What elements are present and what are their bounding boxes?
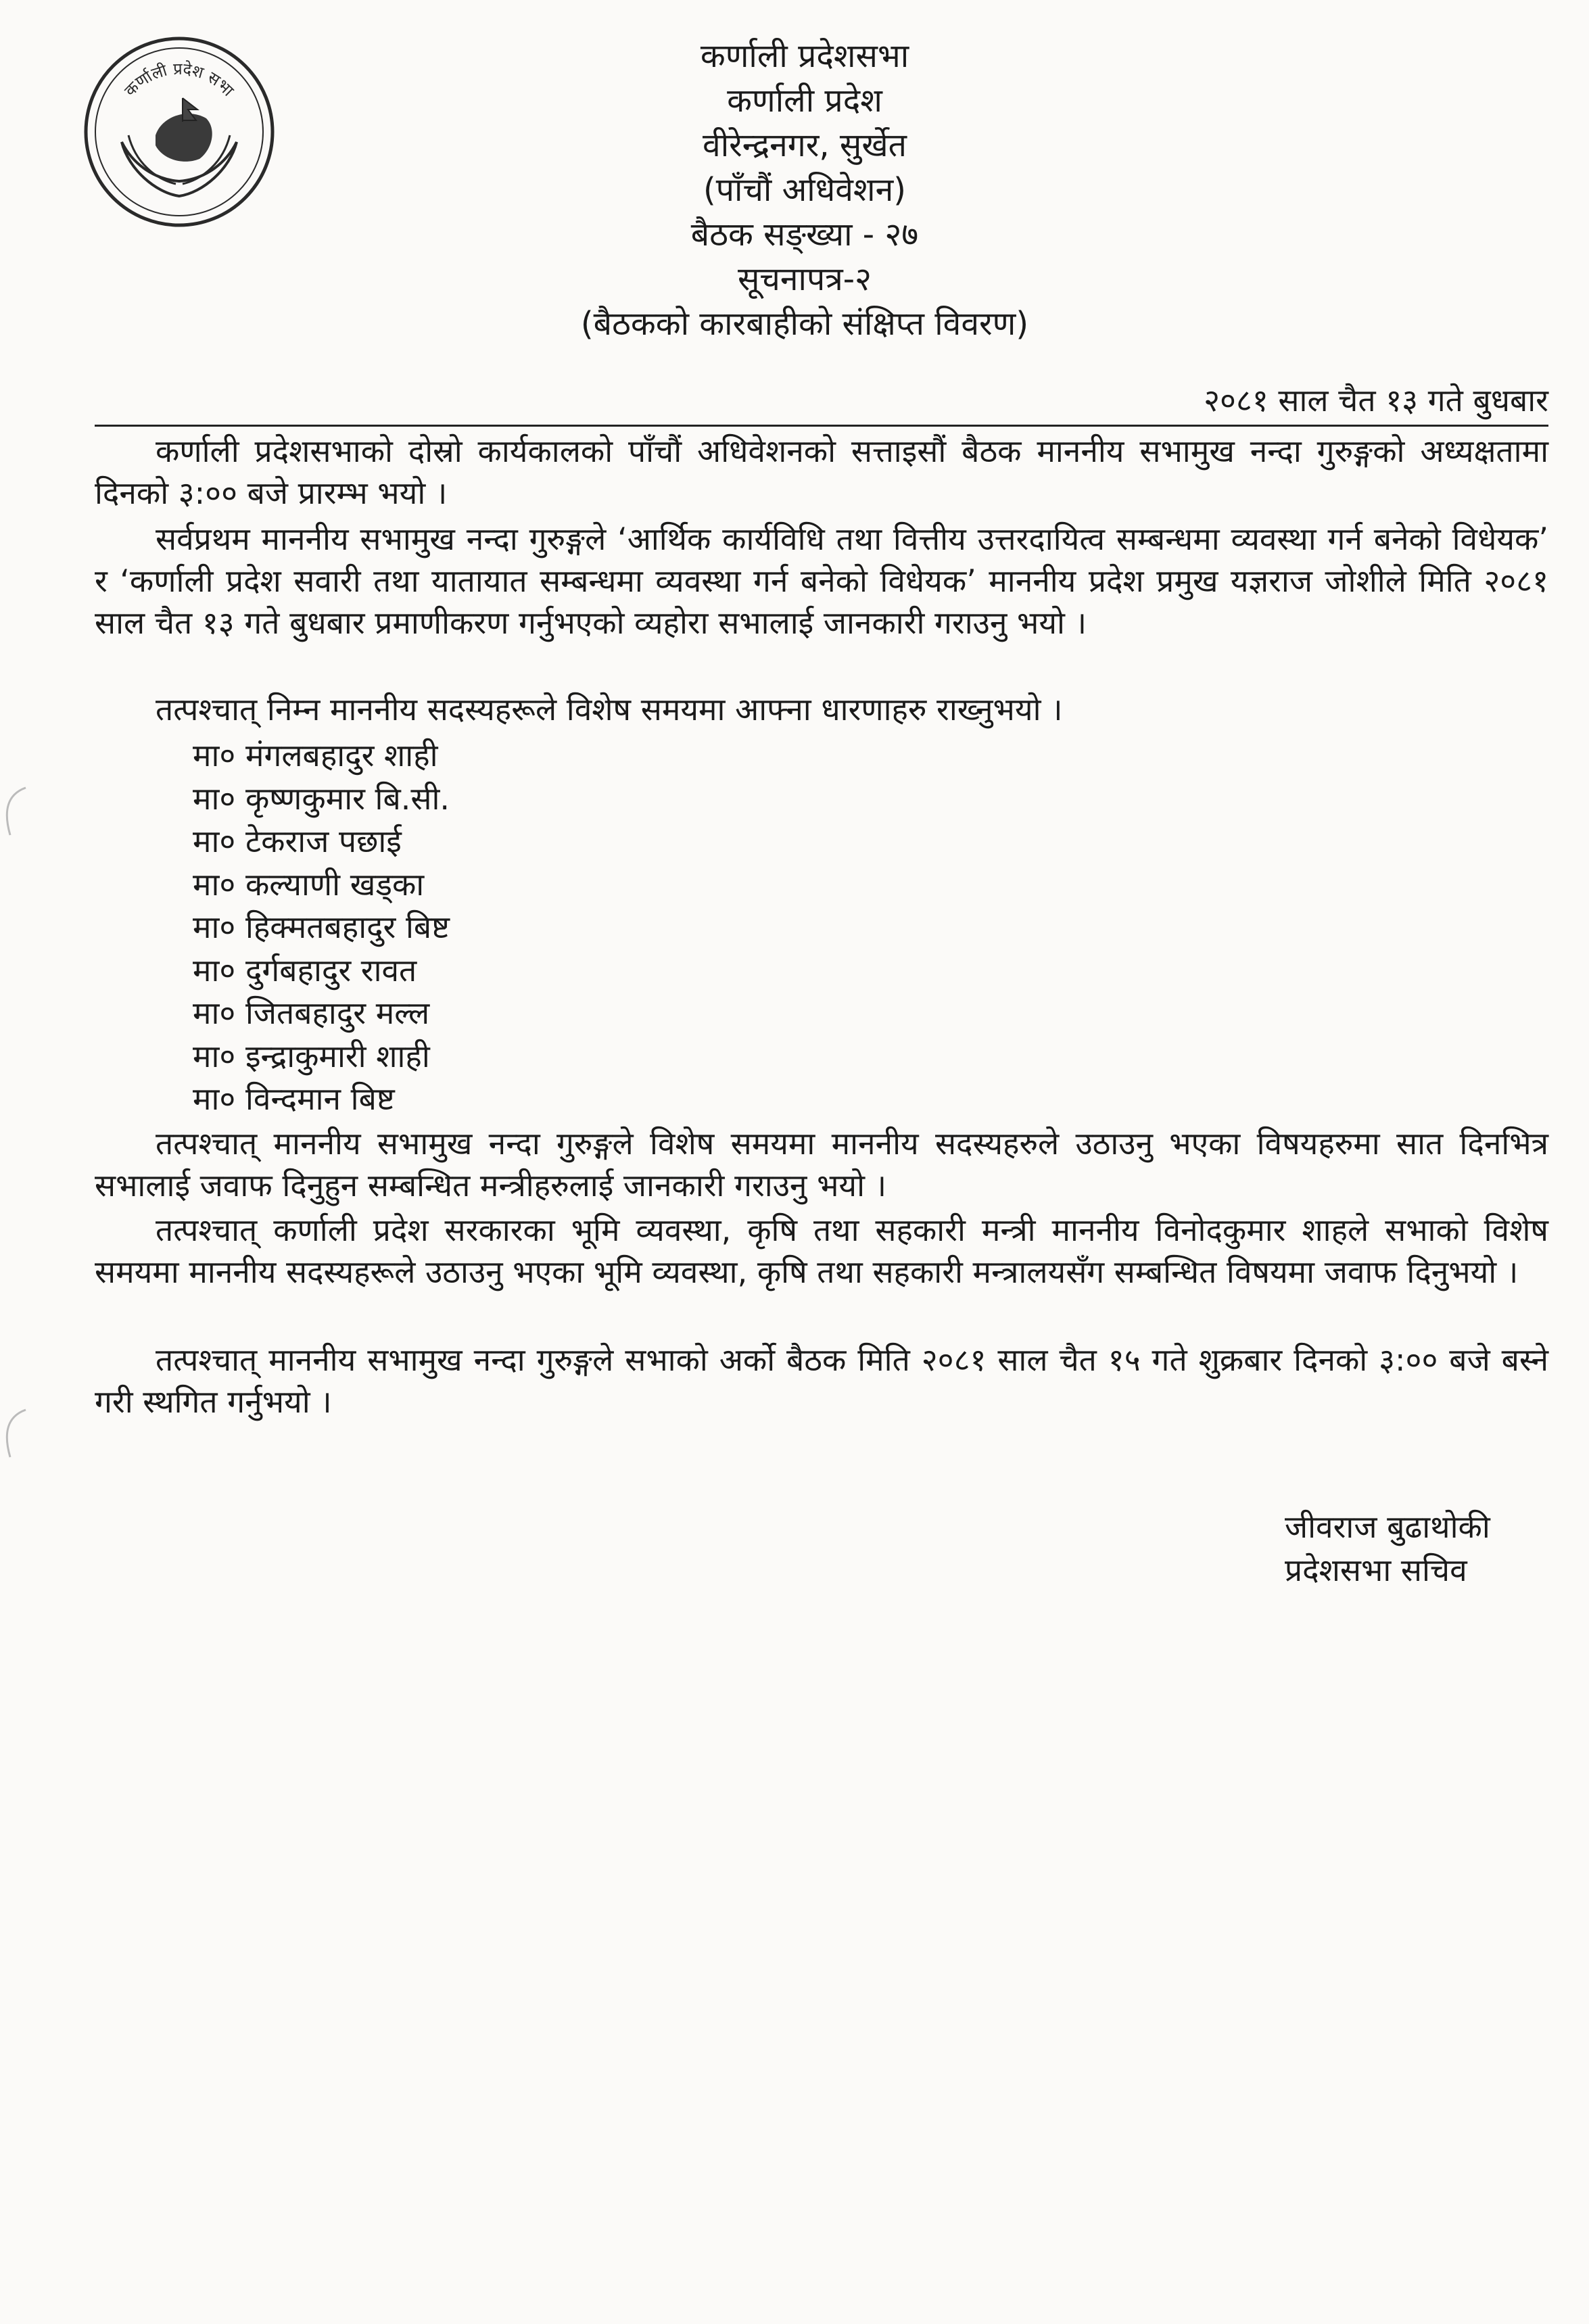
paragraph-opening: कर्णाली प्रदेशसभाको दोस्रो कार्यकालको पाँचौं अधिवेशनको सत्ताइसौं बैठक माननीय सभामुख नन्दा गुरुङ्गको अध्यक्षतामा दिनको ३:०० बजे प्रारम्भ भयो । <box>95 433 1548 511</box>
punch-hole-mark <box>0 1406 27 1461</box>
paragraph-bill-certification: सर्वप्रथम माननीय सभामुख नन्दा गुरुङ्गले ‘आर्थिक कार्यविधि तथा वित्तीय उत्तरदायित्व सम्बन्धमा व्यवस्था गर्न बनेको विधेयक’ र ‘कर्णाली प्रदेश सवारी तथा यातायात सम्बन्धमा व्यवस्था गर्न बनेको विधेयक’ माननीय प्रदेश प्रमुख यज्ञराज जोशीले मिति २०८१ साल चैत १३ गते बुधबार प्रमाणीकरण गर्नुभएको व्यहोरा सभालाई जानकारी गराउनु भयो । <box>95 521 1548 641</box>
punch-hole-mark <box>0 784 27 838</box>
list-item: मा० टेकराज पछाई <box>193 823 402 859</box>
list-item: मा० जितबहादुर मल्ल <box>193 995 430 1031</box>
list-item: मा० विन्दमान बिष्ट <box>193 1081 395 1117</box>
paragraph-minister-reply: तत्पश्चात् कर्णाली प्रदेश सरकारका भूमि व्यवस्था, कृषि तथा सहकारी मन्त्री माननीय विनोदकुमार शाहले सभाको विशेष समयमा माननीय सदस्यहरूले उठाउनु भएका भूमि व्यवस्था, कृषि तथा सहकारी मन्त्रालयसँग सम्बन्धित विषयमा जवाफ दिनुभयो । <box>95 1212 1548 1290</box>
assembly-name: कर्णाली प्रदेशसभा <box>700 37 909 75</box>
bulletin-number: सूचनापत्र-२ <box>737 260 872 298</box>
list-item: मा० हिक्मतबहादुर बिष्ट <box>193 909 450 945</box>
list-item: मा० कृष्णकुमार बि.सी. <box>193 780 450 817</box>
session: (पाँचौं अधिवेशन) <box>703 171 906 209</box>
list-item: मा० दुर्गबहादुर रावत <box>193 951 417 989</box>
list-item: मा० मंगलबहादुर शाही <box>193 737 438 774</box>
signatory-name: जीवराज बुढाथोकी <box>1285 1509 1490 1545</box>
list-item: मा० इन्द्राकुमारी शाही <box>193 1037 430 1074</box>
province-name: कर्णाली प्रदेश <box>727 82 882 120</box>
signatory-title: प्रदेशसभा सचिव <box>1285 1552 1467 1588</box>
speaker-list <box>193 734 450 1121</box>
paragraph-ministers-notice: तत्पश्चात् माननीय सभामुख नन्दा गुरुङ्गले विशेष समयमा माननीय सदस्यहरुले उठाउनु भएका विषयहरुमा सात दिनभित्र सभालाई जवाफ दिनुहुन सम्बन्धित मन्त्रीहरुलाई जानकारी गराउनु भयो । <box>95 1125 1548 1204</box>
meeting-number: बैठक सङ्ख्या - २७ <box>690 216 919 254</box>
paragraph-special-time: तत्पश्चात् निम्न माननीय सदस्यहरूले विशेष समयमा आफ्ना धारणाहरु राख्नुभयो । <box>156 691 1063 728</box>
document-subtitle: (बैठकको कारबाहीको संक्षिप्त विवरण) <box>580 305 1029 343</box>
document-date: २०८१ साल चैत १३ गते बुधबार <box>95 379 1548 427</box>
paragraph-adjournment: तत्पश्चात् माननीय सभामुख नन्दा गुरुङ्गले सभाको अर्को बैठक मिति २०८१ साल चैत १५ गते शुक्रबार दिनको ३:०० बजे बस्ने गरी स्थगित गर्नुभयो । <box>95 1342 1548 1420</box>
svg-text:कर्णाली प्रदेश सभा: कर्णाली प्रदेश सभा <box>120 59 238 100</box>
location: वीरेन्द्रनगर, सुर्खेत <box>703 126 907 164</box>
document-header <box>473 34 1136 346</box>
assembly-seal-icon <box>81 34 277 230</box>
signature-block <box>1285 1505 1542 1592</box>
list-item: मा० कल्याणी खड्का <box>193 865 425 903</box>
